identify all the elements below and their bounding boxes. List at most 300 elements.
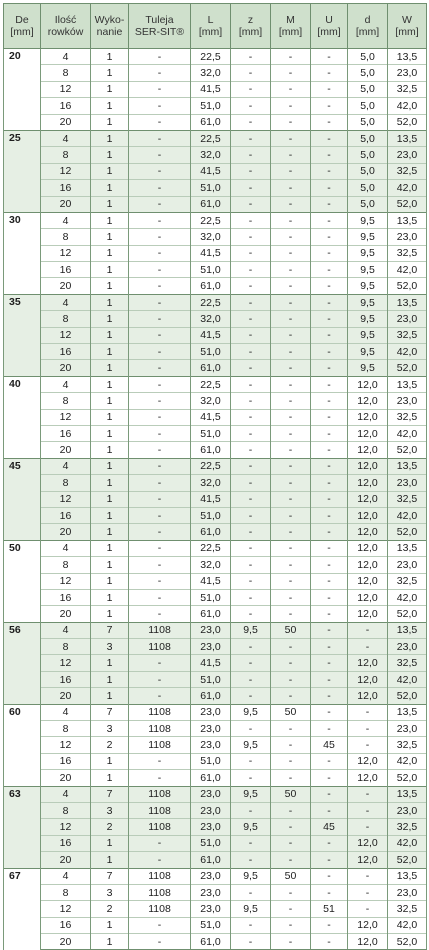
table-cell: - <box>129 376 191 392</box>
table-cell: 1 <box>91 65 129 81</box>
table-cell: - <box>311 65 348 81</box>
table-cell: 9,5 <box>348 278 388 294</box>
table-cell: - <box>311 311 348 327</box>
table-cell: - <box>271 557 311 573</box>
table-cell: - <box>129 147 191 163</box>
table-cell: - <box>311 655 348 671</box>
table-cell: 12,0 <box>348 606 388 622</box>
table-cell: - <box>311 393 348 409</box>
table-cell: - <box>271 425 311 441</box>
table-cell: - <box>348 884 388 900</box>
table-cell: - <box>129 311 191 327</box>
table-cell: - <box>129 98 191 114</box>
table-cell: 12,0 <box>348 753 388 769</box>
table-row <box>4 425 427 441</box>
table-cell: 23,0 <box>388 557 427 573</box>
table-row <box>4 606 427 622</box>
table-cell: 12 <box>41 327 91 343</box>
table-cell: 41,5 <box>191 573 231 589</box>
table-cell: - <box>311 180 348 196</box>
table-cell: 1 <box>91 278 129 294</box>
table-cell: 4 <box>41 376 91 392</box>
table-cell: 23,0 <box>191 704 231 720</box>
table-cell: 1 <box>91 245 129 261</box>
table-cell: 20 <box>41 114 91 130</box>
table-cell: - <box>271 491 311 507</box>
table-cell: - <box>271 458 311 474</box>
table-row <box>4 524 427 540</box>
table-cell: - <box>231 65 271 81</box>
table-cell: - <box>311 196 348 212</box>
table-cell: - <box>271 901 311 917</box>
table-cell: 23,0 <box>191 901 231 917</box>
table-cell: - <box>231 639 271 655</box>
table-cell: - <box>129 196 191 212</box>
table-cell: 5,0 <box>348 180 388 196</box>
table-cell: 52,0 <box>388 934 427 950</box>
table-cell: 51,0 <box>191 425 231 441</box>
table-cell: 23,0 <box>388 229 427 245</box>
table-cell: 16 <box>41 589 91 605</box>
table-cell: 23,0 <box>388 802 427 818</box>
table-cell: - <box>311 245 348 261</box>
table-cell: - <box>231 196 271 212</box>
table-cell: - <box>231 311 271 327</box>
de-cell: 67 <box>4 868 41 950</box>
table-cell: 9,5 <box>231 622 271 638</box>
de-cell: 40 <box>4 376 41 458</box>
table-cell: 52,0 <box>388 278 427 294</box>
table-row <box>4 278 427 294</box>
table-cell: - <box>311 802 348 818</box>
table-cell: - <box>311 589 348 605</box>
table-row <box>4 589 427 605</box>
table-cell: 13,5 <box>388 294 427 310</box>
table-cell: - <box>231 262 271 278</box>
table-cell: 2 <box>91 737 129 753</box>
table-cell: 52,0 <box>388 606 427 622</box>
de-cell: 45 <box>4 458 41 540</box>
table-cell: 52,0 <box>388 524 427 540</box>
table-cell: 51,0 <box>191 835 231 851</box>
table-cell: - <box>311 425 348 441</box>
group-2 <box>4 212 427 294</box>
table-row <box>4 622 427 638</box>
table-cell: - <box>348 737 388 753</box>
table-cell: - <box>231 98 271 114</box>
table-cell: - <box>271 114 311 130</box>
table-cell: 1108 <box>129 802 191 818</box>
table-cell: - <box>311 868 348 884</box>
table-row <box>4 327 427 343</box>
table-cell: 1 <box>91 589 129 605</box>
table-cell: 16 <box>41 671 91 687</box>
table-cell: 32,0 <box>191 147 231 163</box>
table-row <box>4 360 427 376</box>
table-row <box>4 835 427 851</box>
table-cell: 23,0 <box>191 819 231 835</box>
group-5 <box>4 458 427 540</box>
table-cell: - <box>271 130 311 146</box>
table-row <box>4 934 427 950</box>
table-cell: - <box>129 606 191 622</box>
table-cell: - <box>231 524 271 540</box>
table-cell: 61,0 <box>191 688 231 704</box>
table-cell: 1 <box>91 344 129 360</box>
table-cell: - <box>311 573 348 589</box>
table-cell: 16 <box>41 262 91 278</box>
table-cell: 61,0 <box>191 770 231 786</box>
table-cell: 32,0 <box>191 557 231 573</box>
table-cell: - <box>231 884 271 900</box>
table-cell: - <box>129 458 191 474</box>
table-cell: 32,5 <box>388 901 427 917</box>
table-cell: 20 <box>41 524 91 540</box>
table-cell: 1108 <box>129 868 191 884</box>
table-cell: - <box>348 786 388 802</box>
table-cell: 41,5 <box>191 655 231 671</box>
table-cell: 51,0 <box>191 98 231 114</box>
table-cell: - <box>311 442 348 458</box>
table-row <box>4 688 427 704</box>
de-cell: 63 <box>4 786 41 868</box>
table-cell: 8 <box>41 65 91 81</box>
table-cell: 2 <box>91 901 129 917</box>
table-cell: 3 <box>91 802 129 818</box>
table-cell: - <box>129 49 191 65</box>
table-cell: 12 <box>41 491 91 507</box>
table-cell: 23,0 <box>388 393 427 409</box>
table-row <box>4 180 427 196</box>
table-row <box>4 557 427 573</box>
table-cell: - <box>231 458 271 474</box>
table-cell: 12,0 <box>348 409 388 425</box>
table-cell: - <box>271 934 311 950</box>
table-cell: - <box>311 491 348 507</box>
table-cell: 23,0 <box>388 475 427 491</box>
table-cell: 12,0 <box>348 557 388 573</box>
table-cell: 8 <box>41 884 91 900</box>
table-cell: - <box>129 852 191 868</box>
table-cell: 52,0 <box>388 196 427 212</box>
table-cell: 12 <box>41 655 91 671</box>
table-cell: 42,0 <box>388 344 427 360</box>
table-cell: 3 <box>91 639 129 655</box>
table-cell: 32,0 <box>191 311 231 327</box>
table-cell: - <box>348 802 388 818</box>
table-cell: 1 <box>91 229 129 245</box>
table-cell: 20 <box>41 442 91 458</box>
table-cell: - <box>231 327 271 343</box>
table-cell: 41,5 <box>191 163 231 179</box>
table-cell: 32,0 <box>191 393 231 409</box>
table-cell: 12,0 <box>348 917 388 933</box>
table-cell: - <box>129 294 191 310</box>
table-cell: 9,5 <box>231 704 271 720</box>
table-cell: - <box>231 753 271 769</box>
table-cell: 8 <box>41 147 91 163</box>
table-cell: - <box>129 425 191 441</box>
table-cell: - <box>271 49 311 65</box>
table-cell: - <box>311 688 348 704</box>
table-cell: - <box>311 622 348 638</box>
table-cell: 61,0 <box>191 114 231 130</box>
table-cell: 61,0 <box>191 934 231 950</box>
table-cell: - <box>231 163 271 179</box>
table-row <box>4 245 427 261</box>
table-cell: 32,5 <box>388 245 427 261</box>
table-row <box>4 868 427 884</box>
table-cell: 8 <box>41 229 91 245</box>
table-cell: 20 <box>41 278 91 294</box>
table-cell: 12 <box>41 737 91 753</box>
table-cell: 50 <box>271 622 311 638</box>
table-row <box>4 917 427 933</box>
table-cell: - <box>311 278 348 294</box>
table-cell: - <box>311 114 348 130</box>
table-cell: 5,0 <box>348 65 388 81</box>
table-cell: 9,5 <box>231 786 271 802</box>
table-cell: - <box>231 409 271 425</box>
table-cell: 32,5 <box>388 327 427 343</box>
table-cell: - <box>271 163 311 179</box>
table-cell: 23,0 <box>191 622 231 638</box>
table-cell: 16 <box>41 180 91 196</box>
table-cell: - <box>271 393 311 409</box>
group-7 <box>4 622 427 704</box>
table-cell: 23,0 <box>388 65 427 81</box>
table-cell: 61,0 <box>191 524 231 540</box>
table-cell: 22,5 <box>191 212 231 228</box>
table-cell: 50 <box>271 786 311 802</box>
table-cell: - <box>311 606 348 622</box>
table-cell: - <box>311 475 348 491</box>
table-cell: - <box>271 212 311 228</box>
table-cell: - <box>231 491 271 507</box>
table-cell: 13,5 <box>388 704 427 720</box>
table-cell: 1108 <box>129 786 191 802</box>
table-cell: - <box>311 212 348 228</box>
table-cell: - <box>129 393 191 409</box>
group-8 <box>4 704 427 786</box>
table-cell: 9,5 <box>231 737 271 753</box>
table-cell: 9,5 <box>348 360 388 376</box>
table-cell: - <box>271 294 311 310</box>
de-cell: 60 <box>4 704 41 786</box>
table-cell: 9,5 <box>348 262 388 278</box>
table-cell: 4 <box>41 540 91 556</box>
header-tuleja: Tuleja SER-SIT® <box>129 4 191 49</box>
table-cell: 52,0 <box>388 114 427 130</box>
table-cell: 41,5 <box>191 327 231 343</box>
table-cell: - <box>129 278 191 294</box>
table-cell: - <box>129 360 191 376</box>
table-cell: 5,0 <box>348 98 388 114</box>
table-cell: 16 <box>41 507 91 523</box>
table-cell: - <box>129 262 191 278</box>
table-cell: 42,0 <box>388 917 427 933</box>
table-cell: 32,5 <box>388 819 427 835</box>
table-cell: 12,0 <box>348 934 388 950</box>
table-cell: 1 <box>91 606 129 622</box>
table-cell: 51,0 <box>191 344 231 360</box>
table-cell: - <box>231 835 271 851</box>
table-cell: 13,5 <box>388 622 427 638</box>
table-cell: - <box>129 934 191 950</box>
table-cell: - <box>271 917 311 933</box>
table-cell: - <box>129 524 191 540</box>
table-cell: 13,5 <box>388 458 427 474</box>
table-cell: - <box>271 884 311 900</box>
table-cell: 8 <box>41 557 91 573</box>
table-cell: 13,5 <box>388 786 427 802</box>
table-cell: - <box>231 344 271 360</box>
table-row <box>4 884 427 900</box>
table-cell: 1 <box>91 376 129 392</box>
table-cell: 1 <box>91 524 129 540</box>
table-row <box>4 671 427 687</box>
table-cell: 5,0 <box>348 163 388 179</box>
table-cell: 5,0 <box>348 196 388 212</box>
table-cell: - <box>271 262 311 278</box>
table-cell: - <box>231 671 271 687</box>
table-cell: - <box>271 229 311 245</box>
de-cell: 20 <box>4 49 41 131</box>
table-cell: 22,5 <box>191 130 231 146</box>
table-cell: 20 <box>41 770 91 786</box>
table-row <box>4 212 427 228</box>
table-cell: - <box>129 163 191 179</box>
table-cell: 12,0 <box>348 376 388 392</box>
table-cell: 12,0 <box>348 425 388 441</box>
table-row <box>4 753 427 769</box>
table-cell: 1 <box>91 147 129 163</box>
table-cell: - <box>129 507 191 523</box>
table-cell: 12,0 <box>348 770 388 786</box>
table-cell: - <box>129 917 191 933</box>
table-cell: 8 <box>41 721 91 737</box>
table-cell: 1 <box>91 180 129 196</box>
table-cell: 1 <box>91 753 129 769</box>
table-cell: - <box>129 655 191 671</box>
table-cell: 1108 <box>129 639 191 655</box>
table-cell: 23,0 <box>388 884 427 900</box>
table-cell: - <box>311 786 348 802</box>
table-cell: 9,5 <box>348 294 388 310</box>
table-cell: - <box>311 229 348 245</box>
table-cell: 1 <box>91 98 129 114</box>
table-cell: 12,0 <box>348 491 388 507</box>
table-cell: - <box>311 49 348 65</box>
table-cell: 1 <box>91 196 129 212</box>
table-header <box>4 4 427 49</box>
table-cell: - <box>271 180 311 196</box>
table-cell: 51,0 <box>191 753 231 769</box>
de-cell: 30 <box>4 212 41 294</box>
table-cell: - <box>231 721 271 737</box>
table-cell: - <box>311 294 348 310</box>
table-cell: 12 <box>41 573 91 589</box>
table-cell: 4 <box>41 458 91 474</box>
table-cell: - <box>311 98 348 114</box>
table-cell: - <box>231 557 271 573</box>
table-cell: 1 <box>91 475 129 491</box>
table-cell: - <box>271 327 311 343</box>
table-cell: 51 <box>311 901 348 917</box>
table-cell: - <box>231 540 271 556</box>
table-cell: 9,5 <box>231 819 271 835</box>
table-cell: 41,5 <box>191 245 231 261</box>
table-cell: 7 <box>91 704 129 720</box>
table-cell: - <box>311 934 348 950</box>
table-cell: - <box>231 573 271 589</box>
table-cell: - <box>348 868 388 884</box>
table-cell: - <box>271 688 311 704</box>
table-cell: 9,5 <box>348 344 388 360</box>
table-cell: 12,0 <box>348 458 388 474</box>
table-cell: 50 <box>271 868 311 884</box>
table-cell: 1 <box>91 360 129 376</box>
table-cell: 8 <box>41 475 91 491</box>
de-cell: 35 <box>4 294 41 376</box>
dimension-table <box>3 3 427 950</box>
table-cell: - <box>311 917 348 933</box>
header-de: De [mm] <box>4 4 41 49</box>
table-row <box>4 49 427 65</box>
header-d: d [mm] <box>348 4 388 49</box>
table-cell: - <box>311 639 348 655</box>
table-cell: 23,0 <box>191 802 231 818</box>
table-cell: 61,0 <box>191 196 231 212</box>
table-cell: 1 <box>91 409 129 425</box>
table-cell: - <box>271 606 311 622</box>
table-row <box>4 98 427 114</box>
header-w: W [mm] <box>388 4 427 49</box>
table-cell: - <box>231 393 271 409</box>
table-cell: 61,0 <box>191 278 231 294</box>
table-cell: - <box>231 81 271 97</box>
table-cell: 32,0 <box>191 475 231 491</box>
table-cell: 12,0 <box>348 507 388 523</box>
table-cell: 61,0 <box>191 442 231 458</box>
table-cell: - <box>348 622 388 638</box>
table-cell: 20 <box>41 688 91 704</box>
table-cell: 1108 <box>129 884 191 900</box>
table-cell: - <box>311 507 348 523</box>
table-cell: 16 <box>41 753 91 769</box>
table-cell: 1108 <box>129 819 191 835</box>
table-cell: 12,0 <box>348 852 388 868</box>
table-cell: - <box>311 704 348 720</box>
table-cell: - <box>311 376 348 392</box>
table-cell: - <box>129 229 191 245</box>
table-cell: - <box>271 737 311 753</box>
table-cell: - <box>271 409 311 425</box>
table-cell: 1 <box>91 573 129 589</box>
table-cell: 1 <box>91 458 129 474</box>
table-cell: 32,5 <box>388 737 427 753</box>
table-cell: - <box>231 425 271 441</box>
table-cell: - <box>271 655 311 671</box>
table-cell: - <box>231 130 271 146</box>
table-cell: 20 <box>41 606 91 622</box>
table-cell: 12 <box>41 163 91 179</box>
table-cell: 12 <box>41 819 91 835</box>
table-cell: 1 <box>91 770 129 786</box>
header-ilosc-rowkow: Ilość rowków <box>41 4 91 49</box>
table-cell: - <box>271 311 311 327</box>
table-cell: 5,0 <box>348 147 388 163</box>
